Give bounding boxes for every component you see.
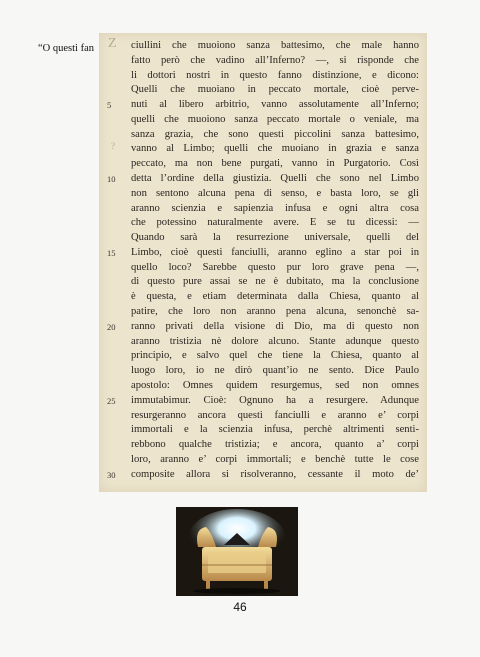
text-line: è questa, e etiam determinata dalla Chiesa, quanto al (131, 291, 419, 303)
line-number: 30 (107, 469, 116, 480)
text-line: fatto però che vadino all’Inferno? —, si risponde che (131, 54, 419, 66)
text-line: principio, e salvo quel che tiene la Chiesa, quanto al (131, 350, 419, 362)
text-line: nuti al libero arbitrio, vanno assolutamente all’Inferno; (131, 99, 419, 111)
text-line: peccato, ma non bene purgati, vanno in Purgatorio. Così (131, 158, 419, 170)
reliquary-illustration (176, 507, 298, 596)
text-line: quelli che muoiono sanza peccato mortale o veniale, ma (131, 113, 419, 125)
text-line: detta l’ordine della giustizia. Quelli che sono nel Limbo (131, 173, 419, 185)
text-line: luogo loro, io ne dirò quant’io ne sento. Dice Paulo (131, 365, 419, 377)
text-line: Limbo, cioè questi fanciulli, aranno eglino a star poi in (131, 246, 419, 258)
text-line: sanza grazia, che sono questi piccolini sanza battesimo, (131, 128, 419, 140)
text-line: aranno scienzia e sapienzia infusa e ogni altra cosa (131, 202, 419, 214)
text-line: immortali e la scienzia infusa, perchè altrimenti senti- (131, 424, 419, 436)
text-line: loro, aranno e’ corpi immortali; e benchè tutte le cose (131, 453, 419, 465)
text-line: ciullini che muoiono sanza battesimo, che male hanno (131, 40, 419, 51)
page-number: 46 (233, 600, 247, 614)
text-line: patire, che loro non aranno pena alcuna, senonchè sa- (131, 306, 419, 318)
text-line: Quelli che muoiano in peccato mortale, cioè perve- (131, 84, 419, 96)
text-line: li dottori nostri in questo fanno distinzione, e dicono: (131, 69, 419, 81)
text-line: Quando sarà la resurrezione universale, quelli del (131, 232, 419, 244)
line-number: 25 (107, 395, 116, 406)
text-line: di questo pure assai se ne è dubitato, ma la conclusione (131, 276, 419, 288)
text-line: rebbono qualche tristizia; e ancora, quanto a’ corpi (131, 439, 419, 451)
text-line: quello loco? Sarebbe questo pur loro grave pena —, (131, 261, 419, 273)
text-line: non sentono alcuna pena di senso, e basta loro, se gli (131, 187, 419, 199)
reliquary-image (176, 507, 298, 596)
line-number: 20 (107, 321, 116, 332)
pencil-mark: Z (108, 36, 117, 51)
text-line: aranno tristizia nè dolore alcuno. Stante adunque questo (131, 335, 419, 347)
line-number: 5 (107, 100, 112, 111)
line-number: 15 (107, 247, 116, 258)
text-line: vanno al Limbo; quelli che muoiano in grazia e sanza (131, 143, 419, 155)
text-line: che potessino naturalmente avere. E se tu dicessi: — (131, 217, 419, 229)
side-note: “O questi fan (38, 43, 94, 54)
text-line: apostolo: Omnes quidem resurgemus, sed non omnes (131, 379, 419, 391)
pencil-mark: ? (111, 141, 115, 151)
text-line: ranno privati della visione di Dio, ma di questo non (131, 320, 419, 332)
text-line: resurgeranno ancora questi fanciulli e aranno e’ corpi (131, 409, 419, 421)
text-line: immutabimur. Cioè: Ognuno ha a resurgere. Adunque (131, 394, 419, 406)
line-number: 10 (107, 174, 116, 185)
scanned-text-block (99, 33, 427, 492)
text-line: composite allora si risolveranno, cessante il moto de’ (131, 468, 419, 480)
